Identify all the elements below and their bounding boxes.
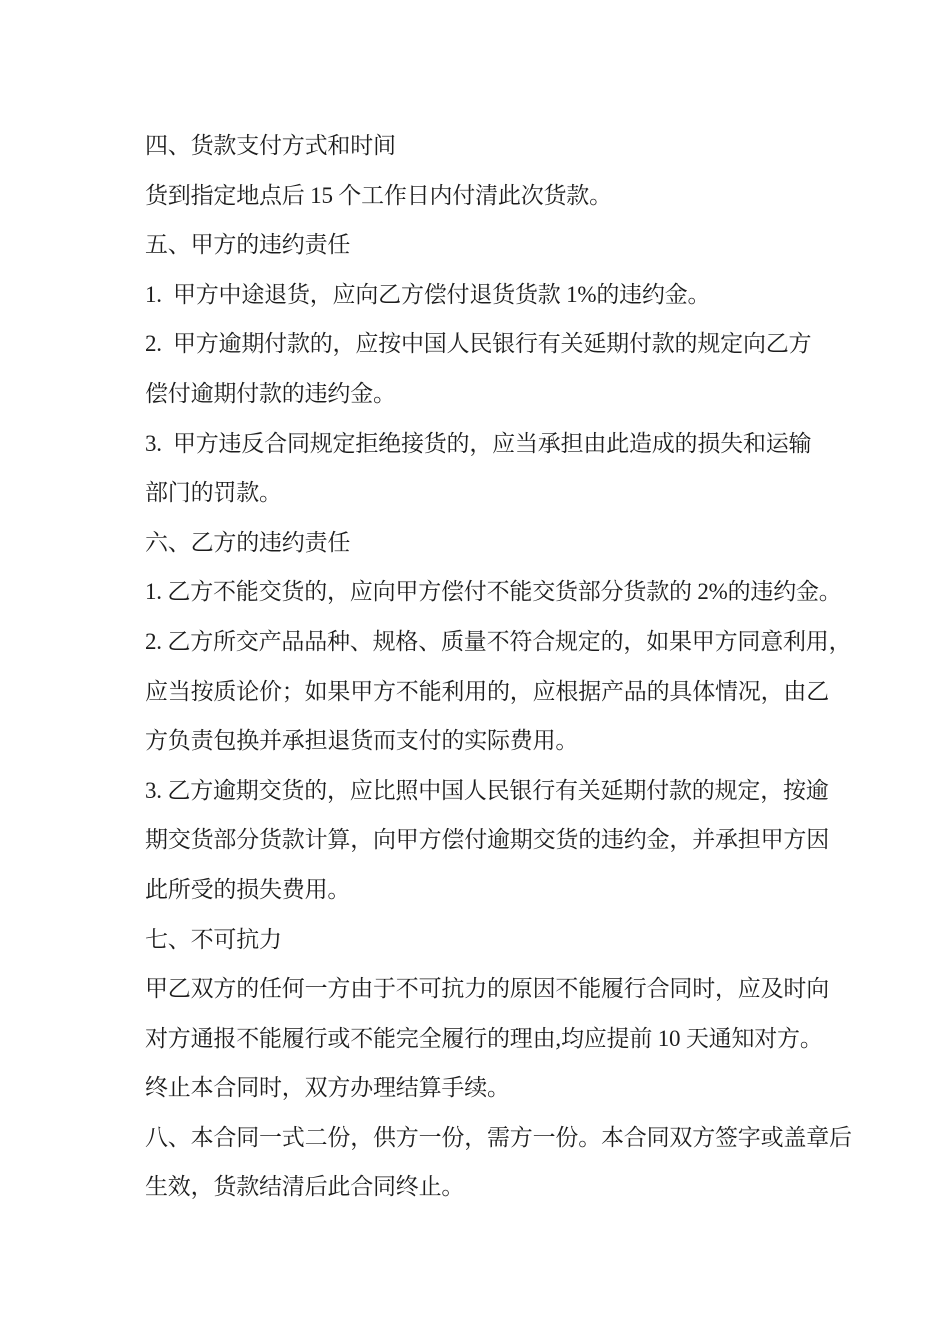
text-line: 生效，货款结清后此合同终止。 — [145, 1174, 465, 1200]
section-heading-party-b-liability: 六、乙方的违约责任 — [145, 529, 351, 555]
text-line: 1. 甲方中途退货，应向乙方偿付退货货款 1%的违约金。 — [145, 281, 711, 307]
text-line: 偿付逾期付款的违约金。 — [145, 380, 396, 406]
text-line: 2. 甲方逾期付款的，应按中国人民银行有关延期付款的规定向乙方 — [145, 331, 812, 357]
text-line: 货到指定地点后 15 个工作日内付清此次货款。 — [145, 182, 612, 208]
section-heading-force-majeure: 七、不可抗力 — [145, 926, 282, 952]
section-heading-payment: 四、货款支付方式和时间 — [145, 133, 396, 158]
text-line: 1. 乙方不能交货的，应向甲方偿付不能交货部分货款的 2%的违约金。 — [145, 579, 842, 605]
text-line: 方负责包换并承担退货而支付的实际费用。 — [145, 728, 579, 754]
text-line: 3. 甲方违反合同规定拒绝接货的，应当承担由此造成的损失和运输 — [145, 430, 812, 456]
text-line: 部门的罚款。 — [145, 480, 282, 506]
text-line: 3. 乙方逾期交货的，应比照中国人民银行有关延期付款的规定，按逾 — [145, 777, 829, 803]
text-line: 终止本合同时，双方办理结算手续。 — [145, 1075, 510, 1101]
text-line: 甲乙双方的任何一方由于不可抗力的原因不能履行合同时，应及时向 — [145, 976, 830, 1002]
text-line: 对方通报不能履行或不能完全履行的理由,均应提前 10 天通知对方。 — [145, 1025, 823, 1051]
document-body — [145, 121, 860, 1212]
text-line: 期交货部分货款计算，向甲方偿付逾期交货的违约金，并承担甲方因 — [145, 827, 830, 853]
text-line: 此所受的损失费用。 — [145, 876, 351, 902]
text-line: 2. 乙方所交产品品种、规格、质量不符合规定的，如果甲方同意利用， — [145, 628, 852, 654]
section-heading-party-a-liability: 五、甲方的违约责任 — [145, 232, 351, 258]
section-heading-copies: 八、本合同一式二份，供方一份，需方一份。本合同双方签字或盖章后 — [145, 1124, 852, 1150]
text-line: 应当按质论价；如果甲方不能利用的，应根据产品的具体情况，由乙 — [145, 678, 830, 704]
